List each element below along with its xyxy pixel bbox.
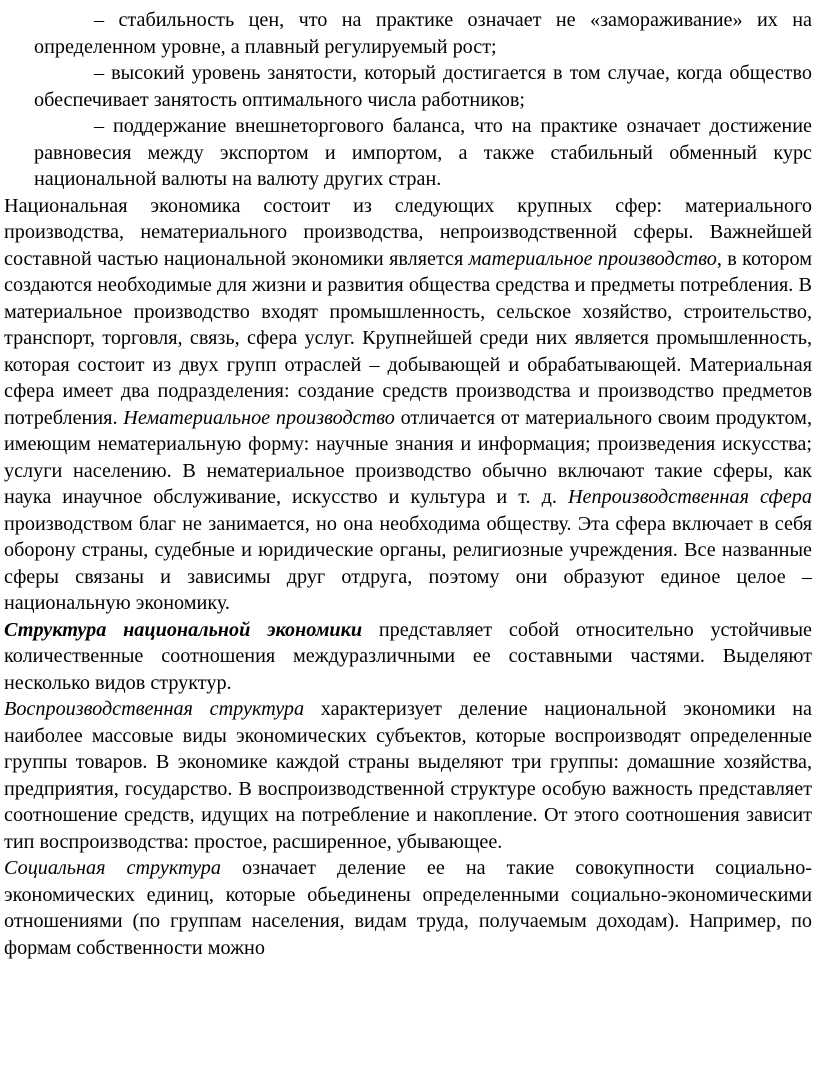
term-structure: Структура национальной экономики (4, 618, 363, 641)
term-nonmaterial-production: Нематериальное производство (123, 406, 395, 429)
term-nonproductive-sphere: Непроизводственная сфера (567, 486, 812, 508)
term-reproductive-structure: Воспроизводственная структура (4, 698, 305, 720)
paragraph-text: Национальная экономика состоит из следующих крупных сфер: материального производства, нематериального производства, непроизводственной сферы. Важнейшей составной частью национальной экономики является (4, 194, 812, 270)
list-item: – стабильность цен, что на практике означает не «замораживание» их на определенном уровне, а плавный регулируемый рост; (34, 9, 812, 58)
goals-list (34, 7, 812, 193)
list-item: – высокий уровень занятости, который достигается в том случае, когда общество обеспечивает занятость оптимального числа работников; (34, 62, 812, 111)
paragraph-structure (4, 617, 812, 697)
paragraph-text: представляет собой относительно устойчивые количественные соотношения междуразличными ее составными частями. Выделяют несколько видов структур. (4, 618, 812, 694)
paragraph-text: характеризует деление национальной экономики на наиболее массовые виды экономических субъектов, которые воспроизводят определенные группы товаров. В экономике каждой страны выделяют три группы: домашние хозяйства, предприятия, государство. В воспроизводственной структуре особую важность представляет соотношение средств, идущих на потребление и накопление. От этого соотношения зависит тип воспроизводства: простое, расширенное, убывающее. (4, 698, 812, 853)
paragraph-text: означает деление ее на такие совокупности социально-экономических единиц, которые обьединены определенными социально-экономическими отношениями (по группам населения, видам труда, получаемым доходам). Например, по формам собственности можно (4, 857, 813, 959)
paragraph-text: отличается от материального своим продуктом, имеющим нематериальную форму: научные знания и информация; произведения искусства; услуги населению. В нематериальное производство обычно включают такие сферы, как наука инаучное обслуживание, искусство и культура и т. д. (4, 406, 812, 508)
paragraph-text: производством благ не занимается, но она необходима обществу. Эта сфера включает в себя оборону страны, судебные и юридические органы, религиозные учреждения. Все названные сферы связаны и зависимы друг отдруга, поэтому они образуют единое целое – национальную экономику. (4, 512, 812, 614)
term-material-production: материальное производство (468, 247, 717, 270)
paragraph-social-structure (4, 855, 812, 961)
paragraph-text: , в котором создаются необходимые для жизни и развития общества средства и предметы потребления. В материальное производство входят промышленность, сельское хозяйство, строительство, транспорт, торговля, связь, сфера услуг. Крупнейшей среди них является промышленность, которая состоит из двух групп отраслей – добывающей и обрабатывающей. Материальная сфера имеет два подразделения: создание средств производства и производство предметов потребления. (4, 247, 812, 429)
paragraph-national-economy (4, 193, 812, 617)
list-item: – поддержание внешнеторгового баланса, что на практике означает достижение равновесия между экспортом и импортом, а также стабильный обменный курс национальной валюты на валюту других стран. (34, 115, 812, 190)
term-social-structure: Социальная структура (4, 857, 221, 879)
paragraph-reproductive-structure (4, 696, 812, 855)
